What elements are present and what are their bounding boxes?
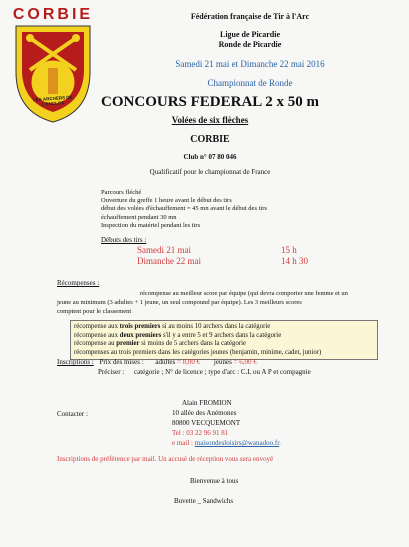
rewards-text: récompense au meilleur score par équipe (qui devra comporter une femme et un: [140, 290, 348, 297]
schedule-day: Samedi 21 mai: [137, 245, 191, 255]
jeunes-label: jeunes: [213, 358, 232, 366]
contact-block: [172, 398, 281, 448]
preciser-text: catégorie ; N° de licence ; type d'arc : C.L ou A P et compagnie: [134, 368, 311, 376]
adultes-price: = 8,00 €: [176, 358, 201, 366]
detail-line: Inspection du matériel pendant les tirs: [101, 221, 201, 229]
schedule-time: 15 h: [281, 245, 297, 255]
registration-note: Inscriptions de préférence par mail. Un accusé de réception vous sera envoyé: [57, 455, 274, 463]
rewards-box: [70, 320, 378, 360]
buvette-line: Buvette _ Sandwichs: [174, 497, 234, 505]
championnat-line: Championnat de Ronde: [207, 78, 293, 88]
details-block: [101, 189, 381, 230]
rewards-label: Récompenses :: [57, 279, 100, 287]
contact-email-row: e mail : maisondesloisirs@wanadoo.fr.: [172, 439, 281, 447]
ronde-line: Ronde de Picardie: [218, 40, 282, 49]
logo-title: CORBIE: [12, 6, 94, 23]
inscriptions-row: [57, 358, 257, 366]
schedule-label: Débuts des tirs :: [101, 236, 147, 244]
page-title: CONCOURS FEDERAL 2 x 50 m: [101, 94, 319, 110]
contact-label: Contacter :: [57, 410, 88, 418]
schedule-day: Dimanche 22 mai: [137, 256, 201, 266]
rewards-text: comptent pour le classement: [57, 308, 132, 315]
preciser-label: Préciser :: [98, 368, 125, 376]
qualif-line: Qualificatif pour le championnat de France: [149, 168, 271, 176]
prices-label: Prix des mises :: [99, 358, 144, 366]
contact-phone: Tel : 03 22 96 91 81: [172, 429, 229, 437]
contact-name: Alain FROMION: [182, 399, 232, 407]
logo-ring-text: LES ARCHERS DE L'ENCLOS: [32, 94, 73, 107]
welcome-line: Bienvenue à tous: [190, 477, 239, 485]
contact-street: 10 allée des Anémones: [172, 409, 237, 417]
location: CORBIE: [190, 134, 230, 145]
detail-line: début des volées d'échauffement = 45 mn avant le début des tirs: [101, 205, 267, 213]
inscriptions-label: Inscriptions :: [57, 358, 94, 366]
federation-line: Fédération française de Tir à l'Arc: [190, 12, 310, 21]
detail-line: Ouverture du greffe 1 heure avant le début des tirs: [101, 197, 232, 205]
jeunes-price: = 6,00 €: [233, 358, 257, 366]
schedule-time: 14 h 30: [281, 256, 308, 266]
contact-email-link[interactable]: maisondesloisirs@wanadoo.fr: [194, 439, 280, 447]
reward-rule: récompenses au trois premiers dans les catégories jeunes (benjamin, minime, cadet, junior): [74, 348, 322, 356]
subtitle: Volées de six flèches: [171, 115, 249, 125]
adultes-label: adultes: [155, 358, 176, 366]
detail-line: échauffement pendant 30 mn: [101, 213, 177, 221]
dates-line: Samedi 21 mai et Dimanche 22 mai 2016: [175, 59, 325, 69]
reward-rule: récompense aux deux premiers s'il y a entre 5 et 9 archers dans la catégorie: [74, 331, 282, 339]
ligue-line: Ligue de Picardie: [220, 30, 280, 39]
club-number: Club n° 07 80 046: [183, 153, 237, 161]
preciser-row: [98, 368, 311, 376]
reward-rule: récompense aux trois premiers si au moins 10 archers dans la catégorie: [74, 323, 271, 330]
detail-line: Parcours fléché: [101, 189, 142, 196]
rewards-text: jeune au minimum (3 adultes + 1 jeune, un seul compound par équipe). Les 3 meilleurs scores: [57, 299, 302, 306]
reward-rule: récompense au premier si moins de 5 archers dans la catégorie: [74, 340, 247, 347]
contact-city: 80800 VECQUEMONT: [172, 419, 241, 427]
